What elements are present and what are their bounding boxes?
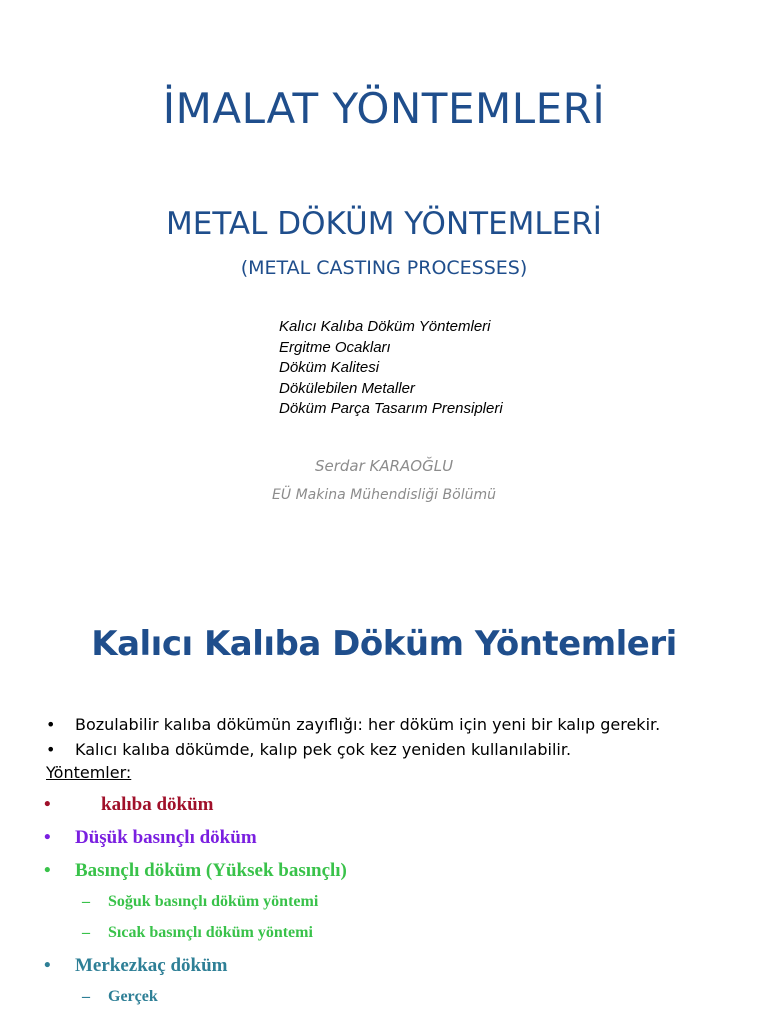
intro-bullet [46,712,660,737]
bullet-icon: • [46,715,56,734]
method-subitem [44,924,347,955]
bullet-icon: • [44,794,51,815]
author-name: Serdar KARAOĞLU [314,457,454,475]
dash-icon: – [82,988,90,1005]
method-text: Sıcak basınçlı döküm yöntemi [108,924,313,941]
subtitle-english: (METAL CASTING PROCESSES) [240,257,528,279]
intro-bullet-text: Bozulabilir kalıba dökümün zayıflığı: her döküm için yeni bir kalıp gerekir. [75,715,661,734]
methods-list [44,794,347,1019]
method-text: Merkezkaç döküm [75,955,228,976]
dash-icon: – [82,893,90,910]
topic-item: Döküm Kalitesi [279,359,380,376]
method-item [44,860,347,893]
method-item [44,827,347,860]
main-title: İMALAT YÖNTEMLERİ [162,84,606,133]
bullet-icon: • [44,860,51,881]
method-text: Soğuk basınçlı döküm yöntemi [108,893,319,910]
method-item [44,955,347,988]
slide-title: Kalıcı Kalıba Döküm Yöntemleri [91,624,677,664]
topic-item: Döküm Parça Tasarım Prensipleri [279,400,503,417]
topic-list [279,317,503,420]
topic-item: Dökülebilen Metaller [279,379,415,397]
method-text: Gerçek [108,988,158,1005]
topic-item: Ergitme Ocakları [279,338,391,356]
content-slide [0,576,768,1024]
method-item [44,794,347,827]
bullet-icon: • [44,955,51,976]
intro-bullet [46,737,660,762]
bullet-icon: • [44,827,51,848]
topic-item: Kalıcı Kalıba Döküm Yöntemleri [279,318,491,335]
subtitle: METAL DÖKÜM YÖNTEMLERİ [166,206,602,242]
method-subitem [44,988,347,1019]
methods-label: Yöntemler: [46,763,132,782]
method-text: Düşük basınçlı döküm [75,827,257,848]
method-subitem [44,893,347,924]
dash-icon: – [82,924,90,941]
intro-bullet-text: Kalıcı kalıba dökümde, kalıp pek çok kez yeniden kullanılabilir. [75,740,572,759]
method-text: Basınçlı döküm (Yüksek basınçlı) [75,860,347,881]
method-text: kalıba döküm [101,794,214,815]
bullet-icon: • [46,740,56,759]
intro-bullets [46,712,660,762]
department-name: EÜ Makina Mühendisliği Bölümü [272,487,496,503]
